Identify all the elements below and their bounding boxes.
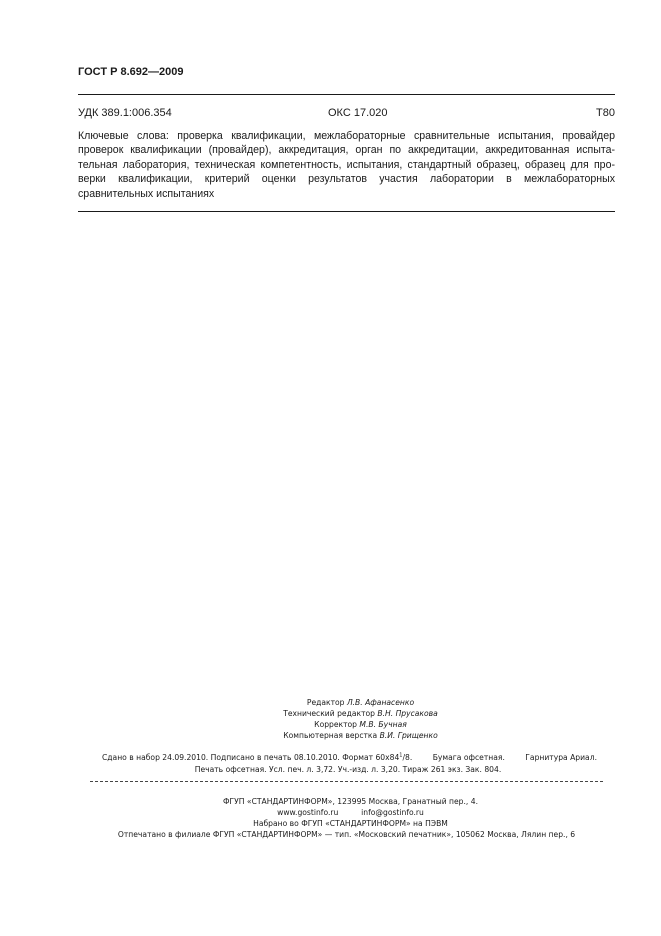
credit-tech-editor [30, 708, 661, 720]
format-superscript: 1 [399, 752, 403, 759]
imprint-divider [90, 781, 603, 782]
keywords-line: верки квалификации, критерий оценки результатов участия лаборатории в межлабораторных [78, 173, 615, 186]
publisher-email: info@gostinfo.ru [361, 808, 424, 817]
format-denominator: /8. [402, 753, 413, 762]
imprint-paper: Бумага офсетная. [432, 753, 505, 762]
keywords-line: тельная лаборатория, техническая компетентность, испытания, стандартный образец, образец для про- [78, 158, 615, 171]
document-code: ГОСТ Р 8.692—2009 [78, 66, 184, 78]
classification-row [78, 107, 615, 121]
printed-note: Отпечатано в филиале ФГУП «СТАНДАРТИНФОРМ» — тип. «Московский печатник», 105062 Москва, Лялин пер., 6 [117, 830, 576, 839]
t-code: Т80 [596, 107, 615, 119]
typeset-note: Набрано во ФГУП «СТАНДАРТИНФОРМ» на ПЭВМ [253, 819, 448, 828]
credit-role: Редактор [306, 698, 345, 707]
imprint-font: Гарнитура Ариал. [525, 753, 597, 762]
credit-person: В.И. Грищенко [379, 731, 438, 740]
credit-person: В.Н. Прусакова [377, 709, 438, 718]
credit-role: Компьютерная верстка [283, 731, 378, 740]
udk-code: УДК 389.1:006.354 [78, 107, 172, 119]
keywords-divider [78, 211, 615, 212]
imprint-dates-format: Сдано в набор 24.09.2010. Подписано в печать 08.10.2010. Формат 60x84 [102, 753, 400, 762]
credit-editor [30, 697, 661, 709]
keywords-line: Ключевые слова: проверка квалификации, межлабораторные сравнительные испытания, провайдер [78, 130, 615, 142]
publisher-contacts [20, 807, 661, 818]
credit-role: Корректор [314, 720, 357, 729]
publisher-website: www.gostinfo.ru [277, 808, 339, 817]
credit-person: М.В. Бучная [359, 720, 407, 729]
credit-role: Технический редактор [283, 709, 375, 718]
keywords-line: сравнительных испытаниях [78, 187, 215, 200]
top-divider [78, 94, 615, 95]
imprint-line-1 [88, 752, 608, 763]
oks-code: ОКС 17.020 [328, 107, 388, 119]
keywords-line: проверок квалификации (провайдер), аккредитация, орган по аккредитации, аккредитованная испыта- [78, 144, 615, 157]
publisher-address: ФГУП «СТАНДАРТИНФОРМ», 123995 Москва, Гранатный пер., 4. [223, 797, 478, 806]
imprint-line-2: Печать офсетная. Усл. печ. л. 3,72. Уч.-изд. л. 3,20. Тираж 261 экз. Зак. 804. [194, 765, 502, 774]
credit-layout [30, 730, 661, 742]
keywords-paragraph [78, 129, 615, 201]
credit-person: Л.В. Афанасенко [346, 698, 415, 707]
credit-proofreader [30, 719, 661, 731]
